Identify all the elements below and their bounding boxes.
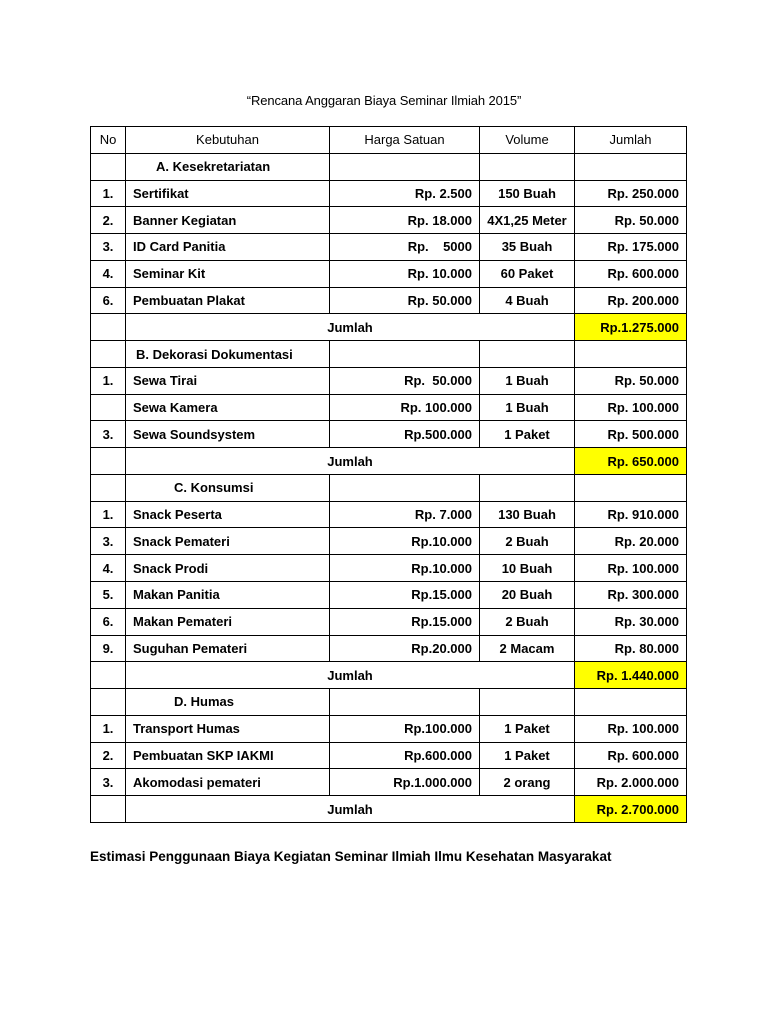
- section-row: [91, 153, 687, 180]
- row-volume: 1 Paket: [480, 742, 575, 769]
- row-volume: 20 Buah: [480, 582, 575, 609]
- row-price: Rp. 50.000: [330, 367, 480, 394]
- row-number: 4.: [91, 260, 126, 287]
- row-item: Makan Panitia: [126, 582, 330, 609]
- row-number: 2.: [91, 742, 126, 769]
- row-amount: Rp. 100.000: [575, 555, 687, 582]
- row-price: Rp.15.000: [330, 582, 480, 609]
- row-amount: Rp. 100.000: [575, 394, 687, 421]
- column-header-price: Harga Satuan: [330, 127, 480, 154]
- section-title: B. Dekorasi Dokumentasi: [126, 341, 330, 368]
- table-header-row: [91, 127, 687, 154]
- empty-cell: [91, 341, 126, 368]
- empty-cell: [330, 474, 480, 501]
- row-number: 1.: [91, 715, 126, 742]
- row-price: Rp.500.000: [330, 421, 480, 448]
- row-volume: 1 Buah: [480, 394, 575, 421]
- subtotal-row: [91, 796, 687, 823]
- section-title: A. Kesekretariatan: [126, 153, 330, 180]
- subtotal-label: Jumlah: [126, 796, 575, 823]
- row-price: Rp.600.000: [330, 742, 480, 769]
- row-amount: Rp. 200.000: [575, 287, 687, 314]
- row-volume: 4X1,25 Meter: [480, 207, 575, 234]
- table-row: [91, 207, 687, 234]
- row-item: Seminar Kit: [126, 260, 330, 287]
- row-price: Rp.1.000.000: [330, 769, 480, 796]
- row-price: Rp. 7.000: [330, 501, 480, 528]
- subtotal-amount: Rp.1.275.000: [575, 314, 687, 341]
- table-row: [91, 394, 687, 421]
- table-row: [91, 742, 687, 769]
- row-amount: Rp. 175.000: [575, 234, 687, 261]
- subtotal-amount: Rp. 650.000: [575, 448, 687, 475]
- row-volume: 4 Buah: [480, 287, 575, 314]
- row-number: 5.: [91, 582, 126, 609]
- table-row: [91, 582, 687, 609]
- row-number: 1.: [91, 501, 126, 528]
- row-amount: Rp. 600.000: [575, 742, 687, 769]
- table-body: [91, 153, 687, 822]
- empty-cell: [575, 474, 687, 501]
- row-volume: 2 Macam: [480, 635, 575, 662]
- row-volume: 130 Buah: [480, 501, 575, 528]
- row-item: Pembuatan SKP IAKMI: [126, 742, 330, 769]
- row-item: Makan Pemateri: [126, 608, 330, 635]
- subtotal-row: [91, 448, 687, 475]
- row-item: Sertifikat: [126, 180, 330, 207]
- row-number: 3.: [91, 528, 126, 555]
- subtotal-amount: Rp. 1.440.000: [575, 662, 687, 689]
- row-amount: Rp. 910.000: [575, 501, 687, 528]
- table-row: [91, 234, 687, 261]
- table-row: [91, 635, 687, 662]
- empty-cell: [91, 448, 126, 475]
- row-price: Rp. 100.000: [330, 394, 480, 421]
- empty-cell: [91, 662, 126, 689]
- empty-cell: [330, 689, 480, 716]
- row-amount: Rp. 100.000: [575, 715, 687, 742]
- row-number: 9.: [91, 635, 126, 662]
- row-item: Snack Prodi: [126, 555, 330, 582]
- row-item: Pembuatan Plakat: [126, 287, 330, 314]
- row-number: 4.: [91, 555, 126, 582]
- table-row: [91, 769, 687, 796]
- table-row: [91, 421, 687, 448]
- column-header-volume: Volume: [480, 127, 575, 154]
- table-row: [91, 287, 687, 314]
- row-volume: 60 Paket: [480, 260, 575, 287]
- empty-cell: [91, 474, 126, 501]
- table-row: [91, 260, 687, 287]
- empty-cell: [91, 314, 126, 341]
- page-title: “Rencana Anggaran Biaya Seminar Ilmiah 2015”: [246, 93, 522, 108]
- empty-cell: [91, 796, 126, 823]
- section-row: [91, 341, 687, 368]
- row-volume: 1 Paket: [480, 715, 575, 742]
- column-header-no: No: [91, 127, 126, 154]
- row-price: Rp. 10.000: [330, 260, 480, 287]
- row-item: Snack Pemateri: [126, 528, 330, 555]
- empty-cell: [575, 689, 687, 716]
- row-item: Akomodasi pemateri: [126, 769, 330, 796]
- row-amount: Rp. 30.000: [575, 608, 687, 635]
- row-price: Rp.20.000: [330, 635, 480, 662]
- row-volume: 1 Paket: [480, 421, 575, 448]
- row-number: [91, 394, 126, 421]
- empty-cell: [575, 341, 687, 368]
- row-price: Rp.10.000: [330, 555, 480, 582]
- row-number: 1.: [91, 180, 126, 207]
- row-number: 3.: [91, 421, 126, 448]
- row-number: 2.: [91, 207, 126, 234]
- row-item: Sewa Soundsystem: [126, 421, 330, 448]
- subtotal-label: Jumlah: [126, 662, 575, 689]
- row-volume: 1 Buah: [480, 367, 575, 394]
- empty-cell: [575, 153, 687, 180]
- subtotal-amount: Rp. 2.700.000: [575, 796, 687, 823]
- table-row: [91, 715, 687, 742]
- subtotal-label: Jumlah: [126, 314, 575, 341]
- empty-cell: [91, 153, 126, 180]
- row-volume: 35 Buah: [480, 234, 575, 261]
- section-title: D. Humas: [126, 689, 330, 716]
- row-item: Snack Peserta: [126, 501, 330, 528]
- row-amount: Rp. 250.000: [575, 180, 687, 207]
- row-item: Banner Kegiatan: [126, 207, 330, 234]
- row-amount: Rp. 500.000: [575, 421, 687, 448]
- footer-caption: Estimasi Penggunaan Biaya Kegiatan Seminar Ilmiah Ilmu Kesehatan Masyarakat: [90, 849, 612, 864]
- table-row: [91, 180, 687, 207]
- empty-cell: [480, 689, 575, 716]
- row-price: Rp.15.000: [330, 608, 480, 635]
- row-amount: Rp. 80.000: [575, 635, 687, 662]
- row-price: Rp. 5000: [330, 234, 480, 261]
- empty-cell: [480, 474, 575, 501]
- row-amount: Rp. 2.000.000: [575, 769, 687, 796]
- row-amount: Rp. 50.000: [575, 367, 687, 394]
- empty-cell: [91, 689, 126, 716]
- row-volume: 2 Buah: [480, 608, 575, 635]
- row-number: 3.: [91, 769, 126, 796]
- row-item: ID Card Panitia: [126, 234, 330, 261]
- subtotal-row: [91, 662, 687, 689]
- row-number: 1.: [91, 367, 126, 394]
- row-amount: Rp. 20.000: [575, 528, 687, 555]
- column-header-item: Kebutuhan: [126, 127, 330, 154]
- row-number: 3.: [91, 234, 126, 261]
- table-row: [91, 501, 687, 528]
- row-amount: Rp. 600.000: [575, 260, 687, 287]
- row-volume: 10 Buah: [480, 555, 575, 582]
- section-row: [91, 474, 687, 501]
- subtotal-row: [91, 314, 687, 341]
- row-volume: 2 orang: [480, 769, 575, 796]
- row-volume: 150 Buah: [480, 180, 575, 207]
- table-row: [91, 555, 687, 582]
- table-row: [91, 528, 687, 555]
- row-item: Transport Humas: [126, 715, 330, 742]
- subtotal-label: Jumlah: [126, 448, 575, 475]
- section-title: C. Konsumsi: [126, 474, 330, 501]
- column-header-amount: Jumlah: [575, 127, 687, 154]
- row-price: Rp. 18.000: [330, 207, 480, 234]
- empty-cell: [330, 153, 480, 180]
- row-item: Sewa Kamera: [126, 394, 330, 421]
- row-number: 6.: [91, 287, 126, 314]
- section-row: [91, 689, 687, 716]
- empty-cell: [330, 341, 480, 368]
- row-price: Rp. 50.000: [330, 287, 480, 314]
- budget-table: [90, 126, 687, 823]
- row-price: Rp. 2.500: [330, 180, 480, 207]
- row-volume: 2 Buah: [480, 528, 575, 555]
- row-amount: Rp. 50.000: [575, 207, 687, 234]
- empty-cell: [480, 341, 575, 368]
- row-price: Rp.10.000: [330, 528, 480, 555]
- row-amount: Rp. 300.000: [575, 582, 687, 609]
- row-item: Sewa Tirai: [126, 367, 330, 394]
- table-row: [91, 608, 687, 635]
- empty-cell: [480, 153, 575, 180]
- row-number: 6.: [91, 608, 126, 635]
- row-item: Suguhan Pemateri: [126, 635, 330, 662]
- table-row: [91, 367, 687, 394]
- row-price: Rp.100.000: [330, 715, 480, 742]
